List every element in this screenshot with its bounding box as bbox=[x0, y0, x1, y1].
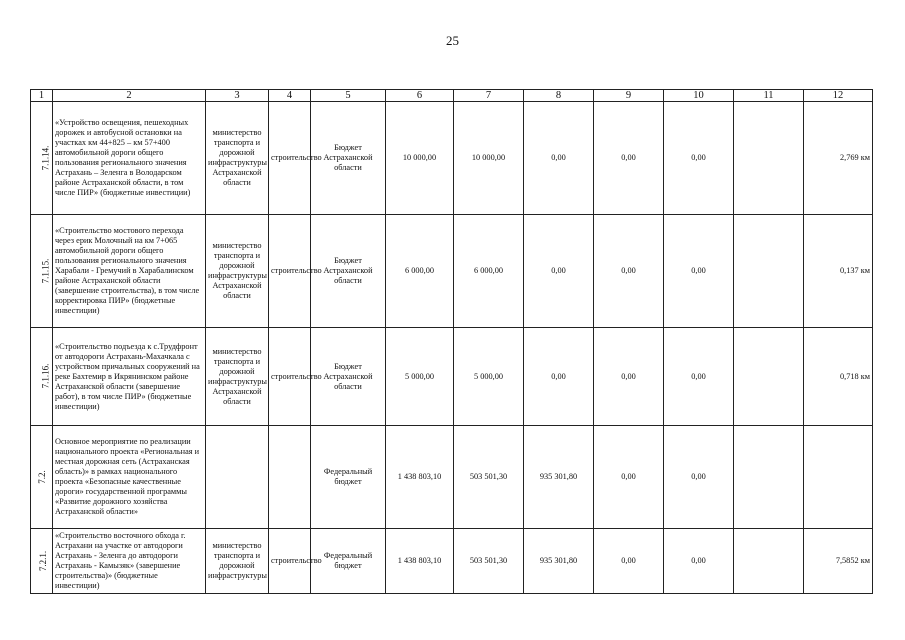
table-row bbox=[31, 215, 873, 328]
value-col-6: 6 000,00 bbox=[386, 215, 454, 328]
value-col-10: 0,00 bbox=[664, 328, 734, 426]
col-header-8: 8 bbox=[524, 90, 594, 102]
value-col-7: 10 000,00 bbox=[454, 102, 524, 215]
value-col-9: 0,00 bbox=[594, 328, 664, 426]
value-col-8: 935 301,80 bbox=[524, 529, 594, 594]
measure-name: Основное мероприятие по реализации национального проекта «Региональная и местная дорожная сеть (Астраханская область)» в рамках национального проекта «Безопасные качественные дороги» государственной программы «Развитие дорожного хозяйства Астраханской области» bbox=[53, 426, 206, 529]
column-number-row bbox=[31, 90, 873, 102]
value-col-6: 1 438 803,10 bbox=[386, 426, 454, 529]
table-row bbox=[31, 426, 873, 529]
value-col-11 bbox=[734, 529, 804, 594]
table-row bbox=[31, 102, 873, 215]
col-header-11: 11 bbox=[734, 90, 804, 102]
row-number: 7.1.14. bbox=[31, 102, 53, 215]
col-header-5: 5 bbox=[311, 90, 386, 102]
value-col-6: 5 000,00 bbox=[386, 328, 454, 426]
indicator-value: 0,137 км bbox=[804, 215, 873, 328]
executor bbox=[206, 426, 269, 529]
work-type: строительство bbox=[269, 102, 311, 215]
value-col-9: 0,00 bbox=[594, 426, 664, 529]
col-header-6: 6 bbox=[386, 90, 454, 102]
value-col-7: 503 501,30 bbox=[454, 529, 524, 594]
value-col-7: 5 000,00 bbox=[454, 328, 524, 426]
value-col-11 bbox=[734, 102, 804, 215]
row-number: 7.1.15. bbox=[31, 215, 53, 328]
col-header-3: 3 bbox=[206, 90, 269, 102]
value-col-8: 935 301,80 bbox=[524, 426, 594, 529]
col-header-10: 10 bbox=[664, 90, 734, 102]
value-col-8: 0,00 bbox=[524, 102, 594, 215]
executor: министерство транспорта и дорожной инфраструктуры Астраханской области bbox=[206, 328, 269, 426]
col-header-1: 1 bbox=[31, 90, 53, 102]
measure-name: «Строительство подъезда к с.Трудфронт от автодороги Астрахань-Махачкала с устройством причальных сооружений на реке Бахтемир в Икрянинском районе Астраханской области (завершение работ), в том числе ПИР» (бюджетные инвестиции) bbox=[53, 328, 206, 426]
executor: министерство транспорта и дорожной инфраструктуры bbox=[206, 529, 269, 594]
work-type: строительство bbox=[269, 215, 311, 328]
executor: министерство транспорта и дорожной инфраструктуры Астраханской области bbox=[206, 215, 269, 328]
row-number: 7.2.1. bbox=[31, 529, 53, 594]
program-table bbox=[30, 89, 873, 594]
value-col-6: 1 438 803,10 bbox=[386, 529, 454, 594]
measure-name: «Строительство мостового перехода через ерик Молочный на км 7+065 автомобильной дороги общего пользования регионального значения Харабали - Гремучий в Харабалинском районе Астраханской области (завершение строительства), в том числе корректировка ПИР» (бюджетные инвестиции) bbox=[53, 215, 206, 328]
funding-source: Бюджет Астраханской области bbox=[311, 328, 386, 426]
value-col-10: 0,00 bbox=[664, 215, 734, 328]
value-col-7: 503 501,30 bbox=[454, 426, 524, 529]
value-col-9: 0,00 bbox=[594, 215, 664, 328]
page-number: 25 bbox=[446, 33, 459, 48]
work-type: строительство bbox=[269, 529, 311, 594]
value-col-10: 0,00 bbox=[664, 529, 734, 594]
funding-source: Федеральный бюджет bbox=[311, 529, 386, 594]
value-col-10: 0,00 bbox=[664, 102, 734, 215]
value-col-8: 0,00 bbox=[524, 328, 594, 426]
work-type: строительство bbox=[269, 328, 311, 426]
col-header-7: 7 bbox=[454, 90, 524, 102]
col-header-9: 9 bbox=[594, 90, 664, 102]
value-col-7: 6 000,00 bbox=[454, 215, 524, 328]
indicator-value: 2,769 км bbox=[804, 102, 873, 215]
funding-source: Федеральный бюджет bbox=[311, 426, 386, 529]
value-col-8: 0,00 bbox=[524, 215, 594, 328]
row-number: 7.1.16. bbox=[31, 328, 53, 426]
value-col-9: 0,00 bbox=[594, 102, 664, 215]
indicator-value bbox=[804, 426, 873, 529]
funding-source: Бюджет Астраханской области bbox=[311, 215, 386, 328]
indicator-value: 0,718 км bbox=[804, 328, 873, 426]
value-col-11 bbox=[734, 328, 804, 426]
work-type bbox=[269, 426, 311, 529]
col-header-2: 2 bbox=[53, 90, 206, 102]
col-header-12: 12 bbox=[804, 90, 873, 102]
table-row bbox=[31, 328, 873, 426]
value-col-6: 10 000,00 bbox=[386, 102, 454, 215]
row-number: 7.2. bbox=[31, 426, 53, 529]
value-col-9: 0,00 bbox=[594, 529, 664, 594]
indicator-value: 7,5852 км bbox=[804, 529, 873, 594]
funding-source: Бюджет Астраханской области bbox=[311, 102, 386, 215]
executor: министерство транспорта и дорожной инфраструктуры Астраханской области bbox=[206, 102, 269, 215]
table-row bbox=[31, 529, 873, 594]
measure-name: «Устройство освещения, пешеходных дорожек и автобусной остановки на участках км 44+825 – км 57+400 автомобильной дороги общего пользования регионального значения Астрахань – Зеленга в Володарском районе Астраханской области, в том числе ПИР» (бюджетные инвестиции) bbox=[53, 102, 206, 215]
value-col-11 bbox=[734, 215, 804, 328]
col-header-4: 4 bbox=[269, 90, 311, 102]
value-col-11 bbox=[734, 426, 804, 529]
value-col-10: 0,00 bbox=[664, 426, 734, 529]
measure-name: «Строительство восточного обхода г. Астрахани на участке от автодороги Астрахань - Зеленга до автодороги Астрахань - Камызяк» (завершение строительства)» (бюджетные инвестиции) bbox=[53, 529, 206, 594]
